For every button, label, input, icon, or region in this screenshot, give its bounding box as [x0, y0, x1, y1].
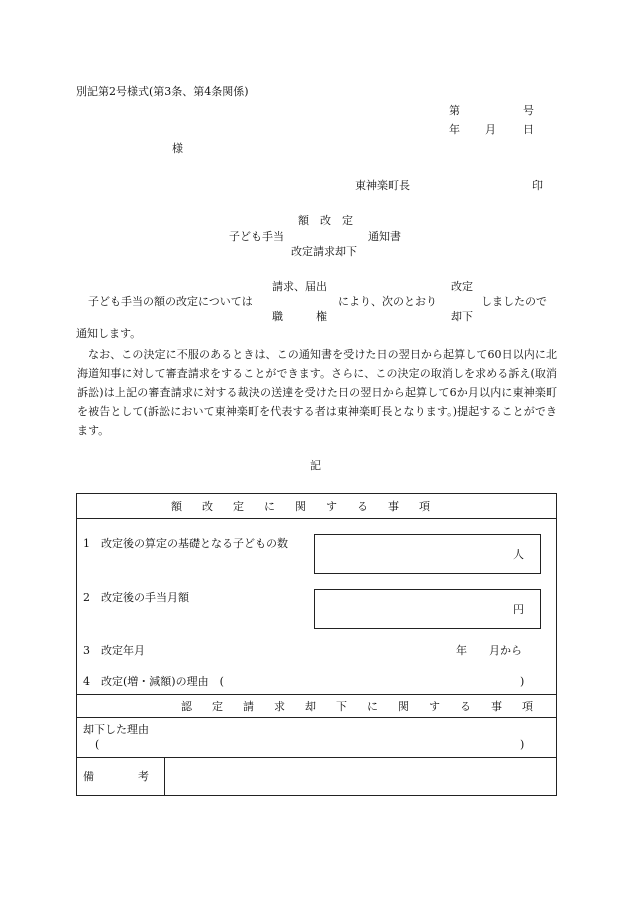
item1-label: 1 改定後の算定の基礎となる子どもの数: [83, 537, 288, 550]
divider: [77, 694, 556, 695]
date-day: 日: [523, 123, 534, 136]
title-suffix: 通知書: [368, 230, 401, 243]
date-month: 月: [485, 123, 496, 136]
body-reject-option: 却下: [451, 310, 473, 323]
title-line1: 額 改 定: [298, 214, 353, 227]
body-sentence-end: しましたので: [481, 295, 547, 308]
item2-unit: 円: [513, 603, 524, 616]
children-count-box: [314, 534, 541, 574]
body-revise-option: 改定: [451, 280, 473, 293]
body-sentence-start: 子ども手当の額の改定については: [88, 295, 253, 308]
title-prefix: 子ども手当: [229, 230, 284, 243]
number-prefix: 第: [449, 104, 460, 117]
section1-title: 額改定に関する事項: [171, 500, 450, 513]
item3-label: 3 改定年月: [83, 644, 145, 657]
item4-label: 4 改定(増・減額)の理由 (: [83, 675, 224, 688]
body-closing: 通知します。: [76, 327, 142, 340]
date-year: 年: [449, 123, 460, 136]
seal-mark: 印: [532, 179, 543, 192]
item1-unit: 人: [513, 548, 524, 561]
reject-reason-close: ): [520, 738, 525, 751]
item2-label: 2 改定後の手当月額: [83, 591, 189, 604]
item4-close: ): [520, 675, 525, 688]
title-line3: 改定請求却下: [291, 245, 357, 258]
item3-month-from: 月から: [489, 644, 522, 657]
body-authority-option: 職 権: [272, 310, 327, 323]
divider: [77, 518, 556, 519]
ki-mark: 記: [310, 459, 321, 472]
form-label: 別記第2号様式(第3条、第4条関係): [76, 85, 249, 98]
divider: [77, 757, 556, 758]
number-suffix: 号: [523, 104, 534, 117]
remarks-divider: [164, 757, 165, 795]
appeal-notice-text: なお、この決定に不服のあるときは、この通知書を受けた日の翌日から起算して60日以内に北海道知事に対して審査請求をすることができます。さらに、この決定の取消しを求める訴え(取消訴訟)は上記の審査請求に対する裁決の送達を受けた日の翌日から起算して6か月以内に東神楽町を被告として(訴訟において東神楽町を代表する者は東神楽町長となります。)提起することができます。: [77, 348, 557, 437]
issuer-name: 東神楽町長: [355, 179, 410, 192]
item3-year: 年: [456, 644, 467, 657]
divider: [77, 717, 556, 718]
body-request-option: 請求、届出: [272, 280, 327, 293]
reject-reason-label: 却下した理由: [83, 723, 149, 736]
reject-reason-open: (: [95, 738, 100, 751]
monthly-amount-box: [314, 589, 541, 629]
appeal-notice: [77, 345, 557, 440]
body-sentence-mid: により、次のとおり: [338, 295, 437, 308]
section2-title: 認定請求却下に関する事項: [181, 700, 553, 713]
details-table: [76, 493, 557, 796]
remarks-label: 備 考: [83, 770, 149, 783]
addressee-suffix: 様: [172, 142, 183, 155]
